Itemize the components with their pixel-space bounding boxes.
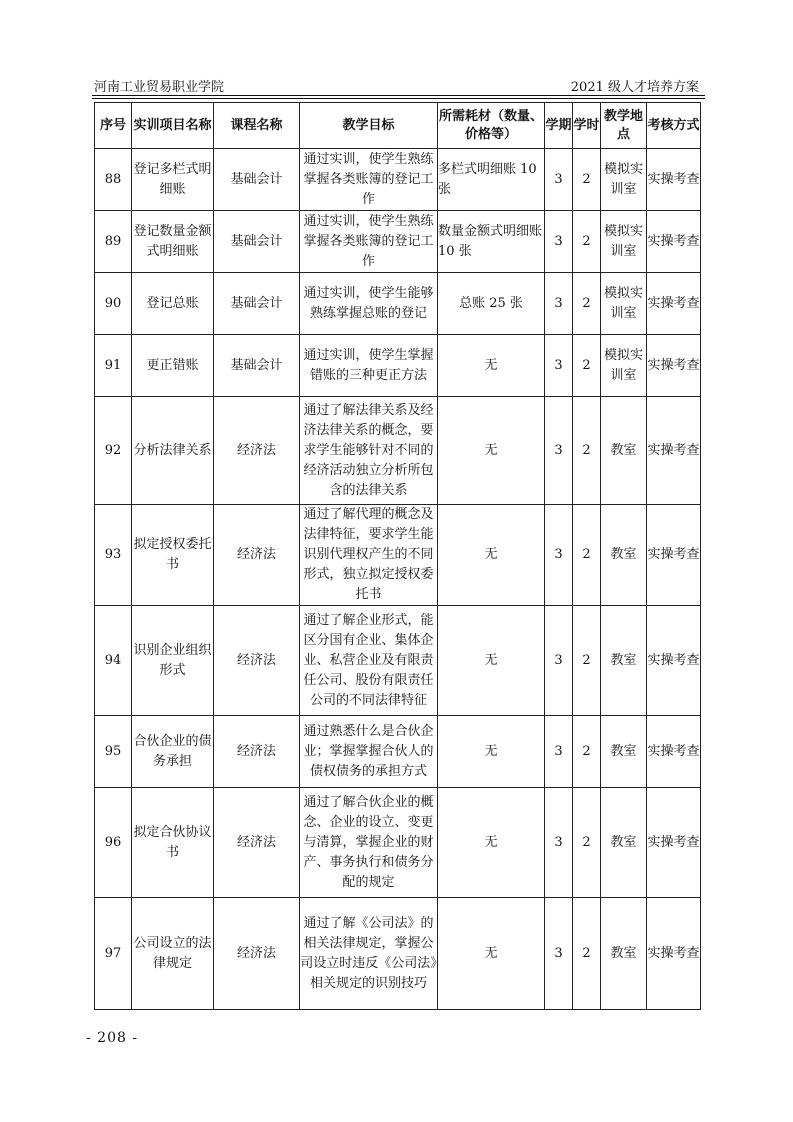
cell-term: 3 bbox=[545, 335, 573, 397]
cell-location: 教室 bbox=[601, 788, 647, 898]
cell-term: 3 bbox=[545, 149, 573, 211]
cell-no: 92 bbox=[95, 397, 132, 505]
cell-course: 经济法 bbox=[214, 505, 300, 606]
cell-location: 教室 bbox=[601, 606, 647, 716]
cell-hours: 2 bbox=[573, 898, 601, 1010]
cell-hours: 2 bbox=[573, 505, 601, 606]
table-row bbox=[95, 898, 701, 1010]
cell-term: 3 bbox=[545, 397, 573, 505]
cell-location: 教室 bbox=[601, 716, 647, 788]
cell-goal: 通过了解《公司法》的相关法律规定，掌握公司设立时违反《公司法》相关规定的识别技巧 bbox=[300, 898, 438, 1010]
cell-no: 90 bbox=[95, 273, 132, 335]
cell-no: 91 bbox=[95, 335, 132, 397]
cell-materials: 多栏式明细账 10 张 bbox=[438, 149, 545, 211]
cell-location: 教室 bbox=[601, 505, 647, 606]
cell-term: 3 bbox=[545, 716, 573, 788]
header-rule-thin bbox=[92, 98, 705, 99]
cell-assessment: 实操考查 bbox=[647, 149, 701, 211]
cell-goal: 通过实训，使学生熟练掌握各类账簿的登记工作 bbox=[300, 211, 438, 273]
cell-hours: 2 bbox=[573, 606, 601, 716]
cell-assessment: 实操考查 bbox=[647, 335, 701, 397]
cell-term: 3 bbox=[545, 606, 573, 716]
table-row bbox=[95, 788, 701, 898]
table-row bbox=[95, 211, 701, 273]
cell-location: 模拟实训室 bbox=[601, 211, 647, 273]
cell-no: 96 bbox=[95, 788, 132, 898]
cell-course: 基础会计 bbox=[214, 273, 300, 335]
cell-term: 3 bbox=[545, 273, 573, 335]
cell-project: 登记总账 bbox=[132, 273, 214, 335]
cell-course: 经济法 bbox=[214, 898, 300, 1010]
cell-location: 模拟实训室 bbox=[601, 335, 647, 397]
cell-term: 3 bbox=[545, 211, 573, 273]
header-doc-title: 2021 级人才培养方案 bbox=[570, 80, 699, 95]
cell-no: 93 bbox=[95, 505, 132, 606]
cell-location: 教室 bbox=[601, 397, 647, 505]
cell-materials: 无 bbox=[438, 898, 545, 1010]
cell-hours: 2 bbox=[573, 397, 601, 505]
cell-assessment: 实操考查 bbox=[647, 397, 701, 505]
cell-project: 更正错账 bbox=[132, 335, 214, 397]
cell-goal: 通过熟悉什么是合伙企业；掌握掌握合伙人的债权债务的承担方式 bbox=[300, 716, 438, 788]
cell-goal: 通过了解代理的概念及法律特征，要求学生能识别代理权产生的不同形式，独立拟定授权委托书 bbox=[300, 505, 438, 606]
cell-no: 94 bbox=[95, 606, 132, 716]
table-header-row bbox=[95, 103, 701, 149]
cell-location: 模拟实训室 bbox=[601, 273, 647, 335]
table-row bbox=[95, 149, 701, 211]
header-institution: 河南工业贸易职业学院 bbox=[94, 80, 225, 95]
cell-hours: 2 bbox=[573, 273, 601, 335]
cell-materials: 无 bbox=[438, 397, 545, 505]
cell-assessment: 实操考查 bbox=[647, 505, 701, 606]
cell-term: 3 bbox=[545, 898, 573, 1010]
cell-course: 基础会计 bbox=[214, 211, 300, 273]
cell-materials: 无 bbox=[438, 335, 545, 397]
cell-materials: 无 bbox=[438, 505, 545, 606]
col-header-course: 课程名称 bbox=[214, 103, 300, 149]
col-header-assessment: 考核方式 bbox=[647, 103, 701, 149]
table-row bbox=[95, 273, 701, 335]
cell-project: 登记数量金额式明细账 bbox=[132, 211, 214, 273]
cell-goal: 通过了解合伙企业的概念、企业的设立、变更与清算，掌握企业的财产、事务执行和债务分配的规定 bbox=[300, 788, 438, 898]
cell-hours: 2 bbox=[573, 716, 601, 788]
cell-course: 基础会计 bbox=[214, 335, 300, 397]
cell-materials: 数量金额式明细账 10 张 bbox=[438, 211, 545, 273]
cell-location: 模拟实训室 bbox=[601, 149, 647, 211]
cell-term: 3 bbox=[545, 505, 573, 606]
cell-course: 经济法 bbox=[214, 788, 300, 898]
cell-term: 3 bbox=[545, 788, 573, 898]
col-header-hours: 学时 bbox=[573, 103, 601, 149]
cell-project: 拟定合伙协议书 bbox=[132, 788, 214, 898]
table-row bbox=[95, 335, 701, 397]
cell-no: 97 bbox=[95, 898, 132, 1010]
cell-goal: 通过了解法律关系及经济法律关系的概念，要求学生能够针对不同的经济活动独立分析所包含的法律关系 bbox=[300, 397, 438, 505]
cell-course: 经济法 bbox=[214, 716, 300, 788]
cell-course: 经济法 bbox=[214, 397, 300, 505]
cell-assessment: 实操考查 bbox=[647, 273, 701, 335]
cell-project: 登记多栏式明细账 bbox=[132, 149, 214, 211]
cell-project: 公司设立的法律规定 bbox=[132, 898, 214, 1010]
cell-hours: 2 bbox=[573, 211, 601, 273]
table-row bbox=[95, 505, 701, 606]
cell-no: 95 bbox=[95, 716, 132, 788]
col-header-materials: 所需耗材（数量、价格等） bbox=[438, 103, 545, 149]
cell-location: 教室 bbox=[601, 898, 647, 1010]
col-header-goal: 教学目标 bbox=[300, 103, 438, 149]
cell-course: 基础会计 bbox=[214, 149, 300, 211]
cell-no: 89 bbox=[95, 211, 132, 273]
cell-materials: 总账 25 张 bbox=[438, 273, 545, 335]
cell-assessment: 实操考查 bbox=[647, 716, 701, 788]
cell-materials: 无 bbox=[438, 606, 545, 716]
table-row bbox=[95, 716, 701, 788]
cell-project: 分析法律关系 bbox=[132, 397, 214, 505]
page-number: - 208 - bbox=[86, 1030, 139, 1046]
cell-assessment: 实操考查 bbox=[647, 211, 701, 273]
col-header-location: 教学地点 bbox=[601, 103, 647, 149]
header-rule bbox=[92, 95, 705, 96]
cell-assessment: 实操考查 bbox=[647, 898, 701, 1010]
cell-goal: 通过实训，使学生掌握错账的三种更正方法 bbox=[300, 335, 438, 397]
cell-hours: 2 bbox=[573, 788, 601, 898]
training-table bbox=[94, 102, 701, 1010]
table-row bbox=[95, 397, 701, 505]
table-row bbox=[95, 606, 701, 716]
cell-materials: 无 bbox=[438, 716, 545, 788]
cell-hours: 2 bbox=[573, 149, 601, 211]
cell-assessment: 实操考查 bbox=[647, 788, 701, 898]
cell-goal: 通过了解企业形式，能区分国有企业、集体企业、私营企业及有限责任公司、股份有限责任公司的不同法律特征 bbox=[300, 606, 438, 716]
col-header-no: 序号 bbox=[95, 103, 132, 149]
cell-no: 88 bbox=[95, 149, 132, 211]
cell-project: 识别企业组织形式 bbox=[132, 606, 214, 716]
cell-materials: 无 bbox=[438, 788, 545, 898]
cell-project: 拟定授权委托书 bbox=[132, 505, 214, 606]
cell-goal: 通过实训，使学生能够熟练掌握总账的登记 bbox=[300, 273, 438, 335]
cell-course: 经济法 bbox=[214, 606, 300, 716]
col-header-term: 学期 bbox=[545, 103, 573, 149]
cell-assessment: 实操考查 bbox=[647, 606, 701, 716]
cell-goal: 通过实训，使学生熟练掌握各类账簿的登记工作 bbox=[300, 149, 438, 211]
col-header-project: 实训项目名称 bbox=[132, 103, 214, 149]
cell-project: 合伙企业的债务承担 bbox=[132, 716, 214, 788]
cell-hours: 2 bbox=[573, 335, 601, 397]
